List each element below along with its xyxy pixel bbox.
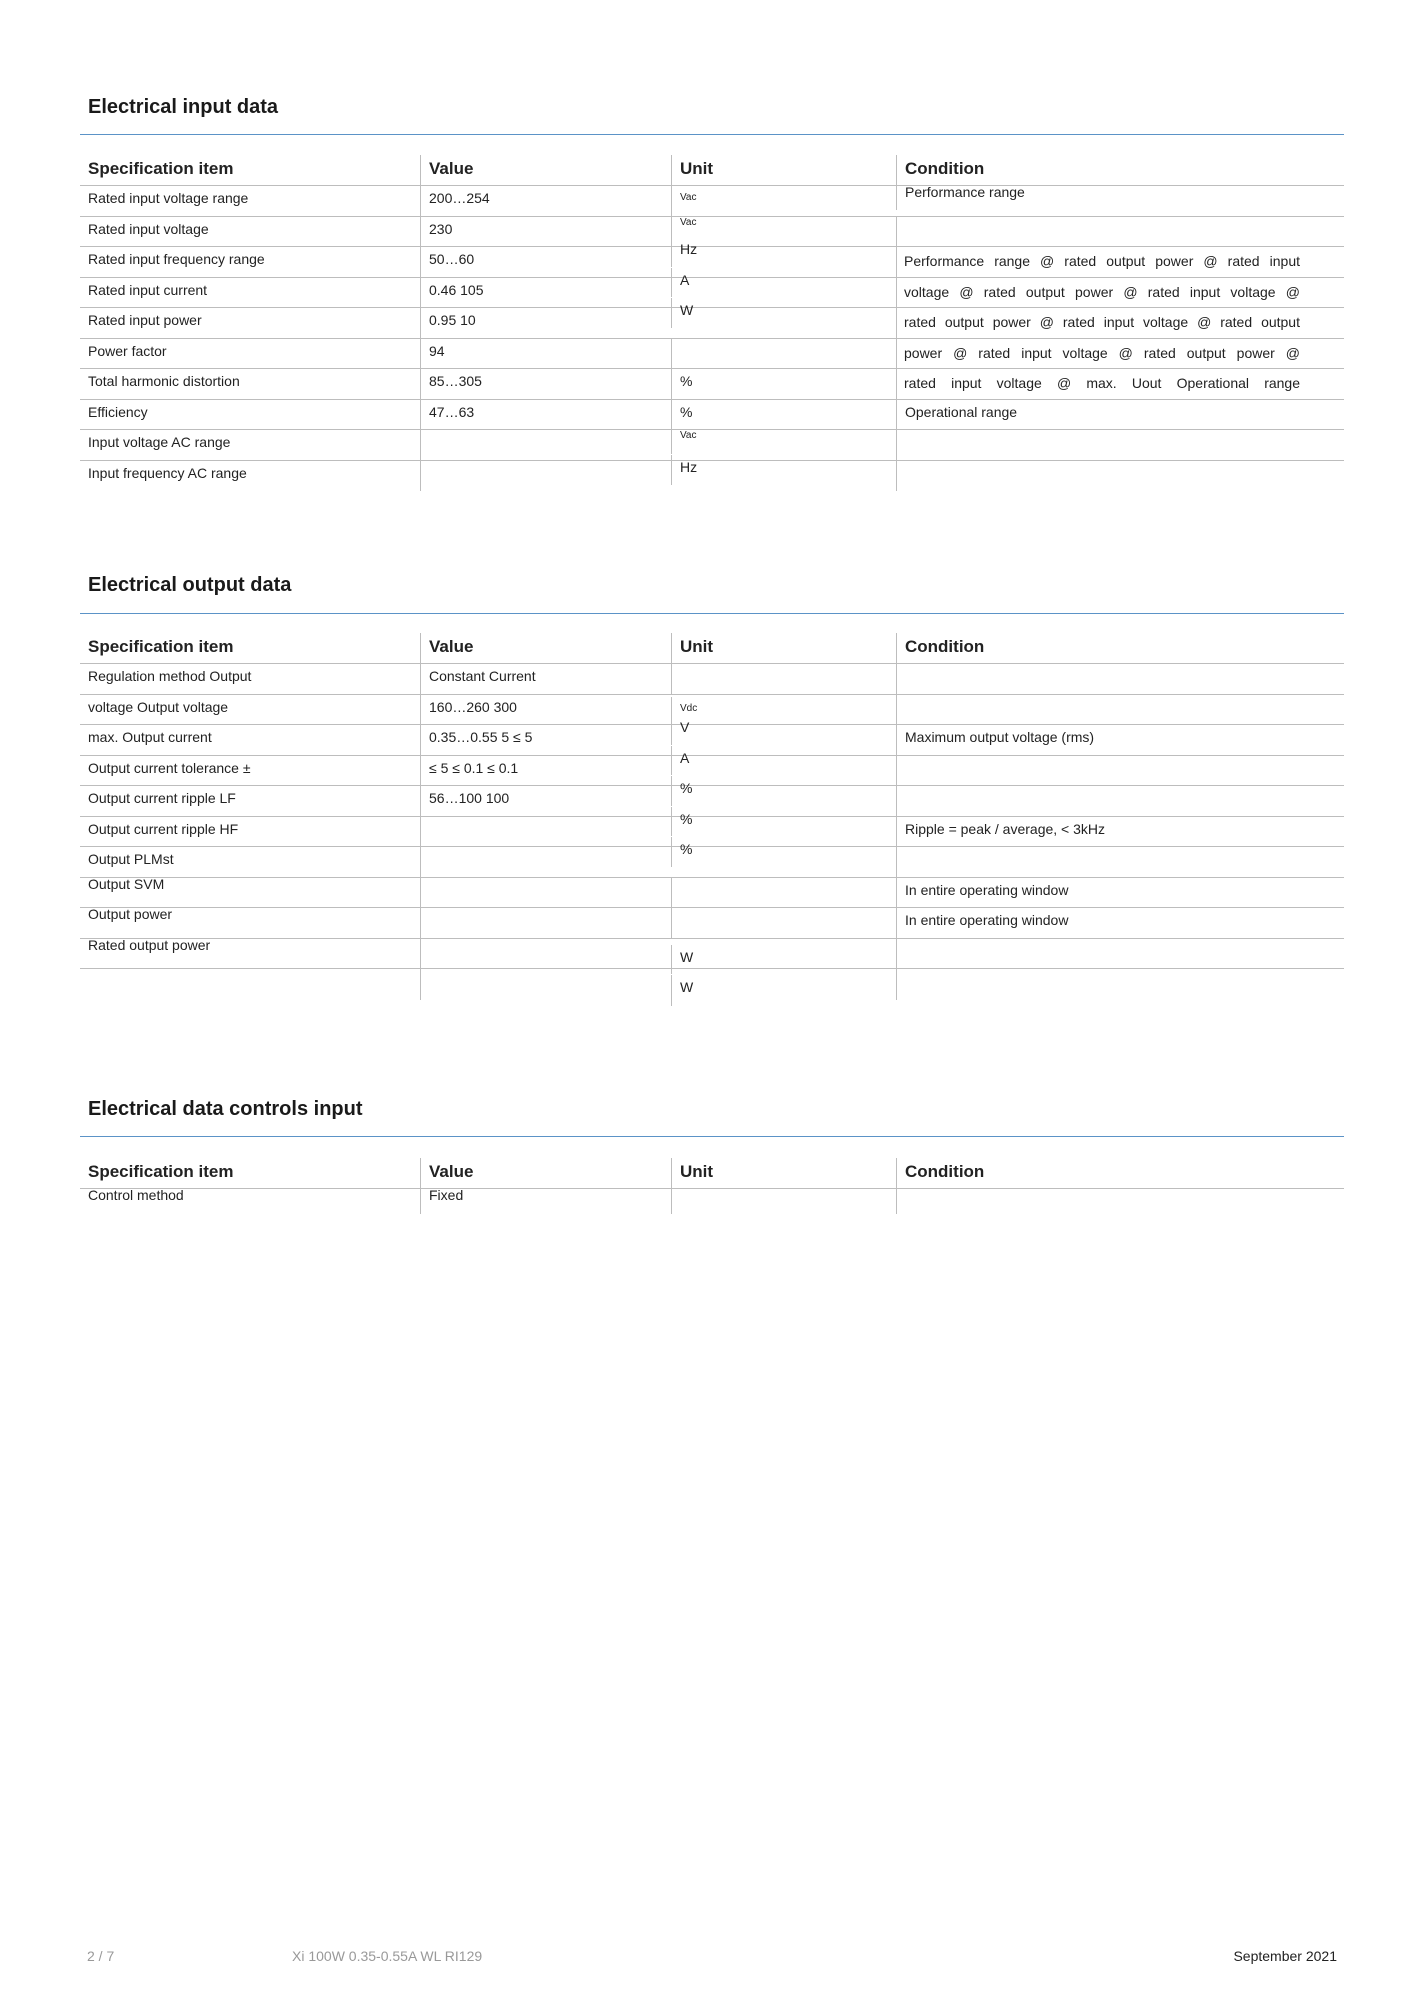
spec-item-cell: max. Output current — [88, 729, 212, 745]
spec-item-cell: Rated input current — [88, 281, 208, 298]
column-header: Condition — [896, 155, 1344, 185]
unit-cell — [671, 664, 896, 694]
condition-cell — [896, 969, 1344, 1000]
value-cell: 200…254 — [420, 186, 671, 216]
condition-line: rated output power @ rated input voltage @ rated output — [904, 314, 1300, 331]
condition-cell — [896, 430, 1344, 460]
unit-cell: Vdc — [671, 697, 896, 727]
value-cell — [420, 969, 671, 1000]
spec-item-cell: Output current ripple HF — [88, 820, 239, 837]
value-cell: Fixed — [420, 1183, 671, 1214]
product-name: Xi 100W 0.35-0.55A WL RI129 — [292, 1948, 483, 1964]
value-cell: 50…60 — [420, 247, 671, 277]
condition-cell: In entire operating window — [896, 878, 1344, 908]
value-cell — [420, 878, 671, 908]
condition-cell: Ripple = peak / average, < 3kHz — [896, 817, 1344, 847]
condition-cell — [896, 847, 1344, 877]
unit-cell: Hz — [671, 455, 896, 486]
column-header: Value — [420, 633, 671, 663]
condition-cell — [896, 695, 1344, 725]
document-date: September 2021 — [1233, 1948, 1337, 1964]
unit-cell — [671, 1183, 896, 1214]
column-header: Unit — [671, 1158, 896, 1188]
table-header-row — [80, 633, 1344, 664]
condition-line: voltage @ rated output power @ rated input voltage @ — [904, 283, 1300, 300]
spec-item-cell: Output power — [88, 906, 173, 922]
condition-line: rated input voltage @ max. Uout Operational range — [904, 375, 1300, 392]
column-header: Condition — [896, 1158, 1344, 1188]
unit-cell: V — [671, 715, 896, 745]
column-header: Specification item — [88, 1162, 234, 1181]
spec-item-cell: Control method — [88, 1187, 184, 1203]
section-title-controls: Electrical data controls input — [88, 1098, 363, 1120]
value-cell: Constant Current — [420, 664, 671, 694]
unit-cell: % — [671, 400, 896, 430]
value-cell: 85…305 — [420, 369, 671, 399]
condition-cell: Maximum output voltage (rms) — [896, 725, 1344, 755]
value-cell: 160…260 300 — [420, 695, 671, 725]
value-cell: 0.35…0.55 5 ≤ 5 — [420, 725, 671, 755]
table-row — [80, 1189, 1344, 1220]
value-cell: 56…100 100 — [420, 786, 671, 816]
table-row — [80, 969, 1344, 1000]
spec-item-cell: Rated input voltage range — [88, 190, 249, 206]
condition-cell: In entire operating window — [896, 908, 1344, 938]
section-divider — [80, 613, 1344, 614]
condition-cell — [896, 461, 1344, 492]
condition-cell — [896, 1183, 1344, 1214]
page-number: 2 / 7 — [87, 1948, 115, 1964]
spec-item-cell: Rated input voltage — [88, 220, 209, 237]
unit-cell: Vac — [671, 211, 896, 241]
unit-cell: A — [671, 746, 896, 776]
spec-item-cell: Input frequency AC range — [88, 464, 247, 481]
value-cell — [420, 939, 671, 969]
condition-cell — [896, 664, 1344, 694]
electrical-controls-table — [80, 1158, 1344, 1220]
section-divider — [80, 134, 1344, 135]
spec-item-cell — [80, 969, 420, 1000]
table-row — [80, 936, 1344, 970]
value-cell: ≤ 5 ≤ 0.1 ≤ 0.1 — [420, 756, 671, 786]
section-divider — [80, 1136, 1344, 1137]
spec-item-cell: Output PLMst — [88, 851, 174, 867]
column-header: Value — [420, 1158, 671, 1188]
electrical-output-table — [80, 633, 1344, 1000]
column-header: Unit — [671, 155, 896, 185]
condition-cell — [896, 939, 1344, 969]
value-cell: 230 — [420, 217, 671, 247]
condition-cell — [896, 217, 1344, 247]
value-cell: 0.95 10 — [420, 308, 671, 338]
condition-line: power @ rated input voltage @ rated output power @ — [904, 344, 1300, 361]
spec-item-cell: Output SVM — [88, 875, 165, 892]
unit-cell — [671, 908, 896, 938]
section-title-output: Electrical output data — [88, 574, 292, 596]
condition-cell — [896, 786, 1344, 816]
condition-cell: Operational range — [896, 400, 1344, 430]
unit-cell — [671, 878, 896, 908]
value-cell: 94 — [420, 339, 671, 369]
table-row — [80, 458, 1344, 492]
unit-cell: W — [671, 298, 896, 328]
unit-cell: % — [671, 776, 896, 806]
spec-item-cell: Regulation method Output — [88, 668, 252, 684]
spec-item-cell: Efficiency — [88, 403, 148, 420]
unit-cell: W — [671, 975, 896, 1006]
condition-cell — [896, 756, 1344, 786]
unit-cell: % — [671, 807, 896, 837]
unit-cell: W — [671, 945, 896, 975]
value-cell: 47…63 — [420, 400, 671, 430]
column-header: Value — [420, 155, 671, 185]
unit-cell: % — [671, 837, 896, 867]
spec-item-cell: Output current tolerance ± — [88, 759, 251, 776]
spec-item-cell: Total harmonic distortion — [88, 373, 240, 389]
value-cell: 0.46 105 — [420, 278, 671, 308]
condition-cell: Performance range — [896, 180, 1344, 210]
unit-cell: Vac — [671, 424, 896, 454]
unit-cell: Hz — [671, 237, 896, 267]
unit-cell: % — [671, 369, 896, 399]
column-header: Specification item — [88, 637, 234, 656]
value-cell — [420, 430, 671, 460]
condition-line: Performance range @ rated output power @ rated input — [904, 253, 1300, 269]
spec-item-cell: Rated input frequency range — [88, 251, 265, 267]
unit-cell: A — [671, 268, 896, 298]
value-cell — [420, 908, 671, 938]
spec-item-cell: Output current ripple LF — [88, 790, 236, 806]
spec-item-cell: Input voltage AC range — [88, 434, 231, 450]
spec-item-cell: Rated output power — [88, 936, 211, 953]
unit-cell: Vac — [671, 186, 896, 216]
unit-cell — [671, 339, 896, 369]
value-cell — [420, 817, 671, 847]
value-cell — [420, 847, 671, 877]
spec-item-cell: Power factor — [88, 342, 167, 359]
spec-item-cell: voltage Output voltage — [88, 698, 229, 715]
value-cell — [420, 461, 671, 492]
column-header: Unit — [671, 633, 896, 663]
column-header: Specification item — [88, 159, 234, 178]
table-row — [80, 664, 1344, 695]
spec-item-cell: Rated input power — [88, 312, 202, 328]
section-title-input: Electrical input data — [88, 96, 279, 118]
column-header: Condition — [896, 633, 1344, 663]
